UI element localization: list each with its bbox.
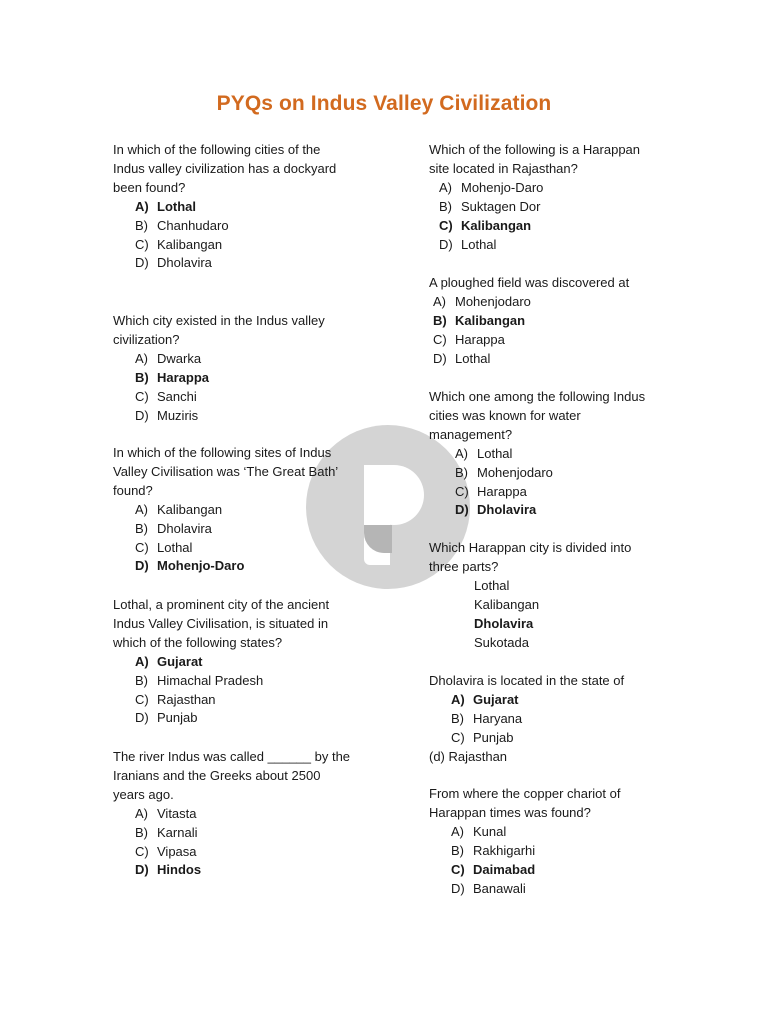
option-text: Chanhudaro xyxy=(157,217,229,233)
answer-option xyxy=(433,331,505,350)
option-text: Lothal xyxy=(157,539,193,555)
option-letter: A) xyxy=(135,198,149,214)
question-text: Which one among the following Indus cities was known for water management? xyxy=(429,389,646,442)
option-letter: A) xyxy=(433,293,446,309)
option-text: Lothal xyxy=(157,198,196,214)
answer-option xyxy=(135,861,201,880)
answer-option xyxy=(433,312,525,331)
option-text: Vitasta xyxy=(157,805,197,821)
option-letter: A) xyxy=(451,691,465,707)
option-letter: D) xyxy=(135,862,149,878)
answer-option xyxy=(433,350,490,369)
option-text: Karnali xyxy=(157,824,198,840)
answer-option xyxy=(451,691,519,710)
answer-option xyxy=(455,501,536,520)
question-text: Dholavira is located in the state of xyxy=(429,673,625,688)
option-letter: D) xyxy=(135,255,149,271)
question-text: Lothal, a prominent city of the ancient Indus Valley Civilisation, is situated in which of the following states? xyxy=(113,597,330,650)
option-text: Dholavira xyxy=(477,502,537,518)
option-text: Sanchi xyxy=(157,388,197,404)
answer-option xyxy=(135,254,212,273)
option-letter: A) xyxy=(451,823,464,839)
option-text: Lothal xyxy=(461,236,497,252)
question-text: Which of the following is a Harappan site located in Rajasthan? xyxy=(429,142,641,176)
question-text: From where the copper chariot of Harappan times was found? xyxy=(429,786,621,820)
option-letter: C) xyxy=(439,217,453,233)
answer-option xyxy=(135,369,209,388)
option-text: Kalibangan xyxy=(157,501,223,517)
option-letter: C) xyxy=(135,691,149,707)
question-text: In which of the following cities of the Indus valley civilization has a dockyard been found? xyxy=(113,142,337,195)
answer-option xyxy=(455,483,527,502)
option-letter: B) xyxy=(455,464,468,480)
question-text: A ploughed field was discovered at xyxy=(429,275,630,290)
answer-option xyxy=(439,217,531,236)
answer-option xyxy=(135,672,263,691)
option-text: Dwarka xyxy=(157,350,202,366)
answer-option xyxy=(451,861,535,880)
answer-option: Lothal xyxy=(474,577,510,593)
answer-option xyxy=(455,464,553,483)
option-text: Punjab xyxy=(157,710,198,726)
option-text: Lothal xyxy=(477,445,513,461)
option-text: Hindos xyxy=(157,862,202,878)
option-letter: D) xyxy=(135,558,149,574)
option-text: Mohenjodaro xyxy=(455,293,531,309)
option-letter: B) xyxy=(135,824,148,840)
answer-option xyxy=(135,539,192,558)
option-letter: C) xyxy=(135,843,149,859)
option-letter: A) xyxy=(455,445,468,461)
option-letter: D) xyxy=(433,350,447,366)
answer-option xyxy=(135,557,244,576)
option-text: Rajasthan xyxy=(157,691,216,707)
option-text: Suktagen Dor xyxy=(461,198,541,214)
option-text: Rakhigarhi xyxy=(473,842,536,858)
answer-option xyxy=(135,217,229,236)
answer-option xyxy=(451,842,535,861)
answer-option xyxy=(135,653,203,672)
option-letter: B) xyxy=(135,217,148,233)
option-text: Punjab xyxy=(473,729,514,745)
answer-option xyxy=(135,520,212,539)
option-text: Harappa xyxy=(157,369,210,385)
option-text: Daimabad xyxy=(473,861,536,877)
answer-option xyxy=(135,843,197,862)
option-text: Lothal xyxy=(455,350,491,366)
option-letter: D) xyxy=(439,236,453,252)
answer-option xyxy=(135,824,197,843)
option-letter: A) xyxy=(135,350,148,366)
answer-option xyxy=(135,501,222,520)
answer-option xyxy=(135,388,197,407)
option-letter: A) xyxy=(135,501,148,517)
answer-option xyxy=(451,729,513,748)
option-letter: C) xyxy=(135,236,149,252)
answer-option: Sukotada xyxy=(474,634,529,650)
page-title: PYQs on Indus Valley Civilization xyxy=(216,92,552,115)
option-letter: A) xyxy=(135,653,149,669)
answer-option xyxy=(433,293,531,312)
option-letter: B) xyxy=(433,312,447,328)
answer-option xyxy=(439,198,541,217)
option-letter: D) xyxy=(135,407,149,423)
answer-option: (d) Rajasthan xyxy=(429,748,508,764)
option-letter: D) xyxy=(455,502,469,518)
answer-option xyxy=(135,236,222,255)
option-text: Muziris xyxy=(157,407,199,423)
watermark-logo-bowl xyxy=(364,465,424,525)
option-letter: C) xyxy=(135,539,149,555)
option-letter: B) xyxy=(439,198,452,214)
option-text: Vipasa xyxy=(157,843,197,859)
option-text: Gujarat xyxy=(473,691,519,707)
option-text: Himachal Pradesh xyxy=(157,672,264,688)
answer-option xyxy=(135,805,197,824)
answer-option: Dholavira xyxy=(474,615,534,631)
option-text: Mohenjo-Daro xyxy=(461,179,544,195)
option-text: Haryana xyxy=(473,710,523,726)
answer-option xyxy=(135,407,198,426)
answer-option xyxy=(455,445,512,464)
option-letter: D) xyxy=(451,880,465,896)
option-text: Dholavira xyxy=(157,255,212,271)
option-text: Kalibangan xyxy=(157,236,223,252)
option-letter: C) xyxy=(451,861,465,877)
option-letter: B) xyxy=(451,710,464,726)
answer-option xyxy=(135,350,201,369)
option-text: Kalibangan xyxy=(461,217,532,233)
option-text: Kunal xyxy=(473,823,507,839)
option-text: Banawali xyxy=(473,880,526,896)
option-letter: B) xyxy=(451,842,464,858)
option-letter: C) xyxy=(433,331,447,347)
question-text: In which of the following sites of Indus Valley Civilisation was ‘The Great Bath’ found? xyxy=(113,445,339,498)
answer-option xyxy=(135,709,197,728)
option-letter: C) xyxy=(451,729,465,745)
option-letter: A) xyxy=(135,805,148,821)
option-text: Mohenjodaro xyxy=(477,464,553,480)
answer-option xyxy=(439,236,496,255)
option-letter: B) xyxy=(135,672,148,688)
option-letter: C) xyxy=(455,483,469,499)
answer-option xyxy=(451,880,526,899)
answer-option xyxy=(135,691,216,710)
option-letter: B) xyxy=(135,369,149,385)
answer-option xyxy=(451,710,522,729)
option-text: Harappa xyxy=(455,331,505,347)
question-text: Which Harappan city is divided into three parts? xyxy=(429,540,632,574)
option-text: Gujarat xyxy=(157,653,203,669)
option-letter: A) xyxy=(439,179,452,195)
option-letter: B) xyxy=(135,520,148,536)
answer-option: Kalibangan xyxy=(474,596,540,612)
question-text: The river Indus was called ______ by the Iranians and the Greeks about 2500 years ago. xyxy=(113,749,351,802)
question-text: Which city existed in the Indus valley civilization? xyxy=(113,313,325,347)
option-letter: D) xyxy=(135,710,149,726)
option-text: Mohenjo-Daro xyxy=(157,558,245,574)
option-text: Harappa xyxy=(477,483,527,499)
option-letter: C) xyxy=(135,388,149,404)
option-text: Dholavira xyxy=(157,520,212,536)
answer-option xyxy=(451,823,506,842)
option-text: Kalibangan xyxy=(455,312,526,328)
answer-option xyxy=(135,198,196,217)
answer-option xyxy=(439,179,543,198)
